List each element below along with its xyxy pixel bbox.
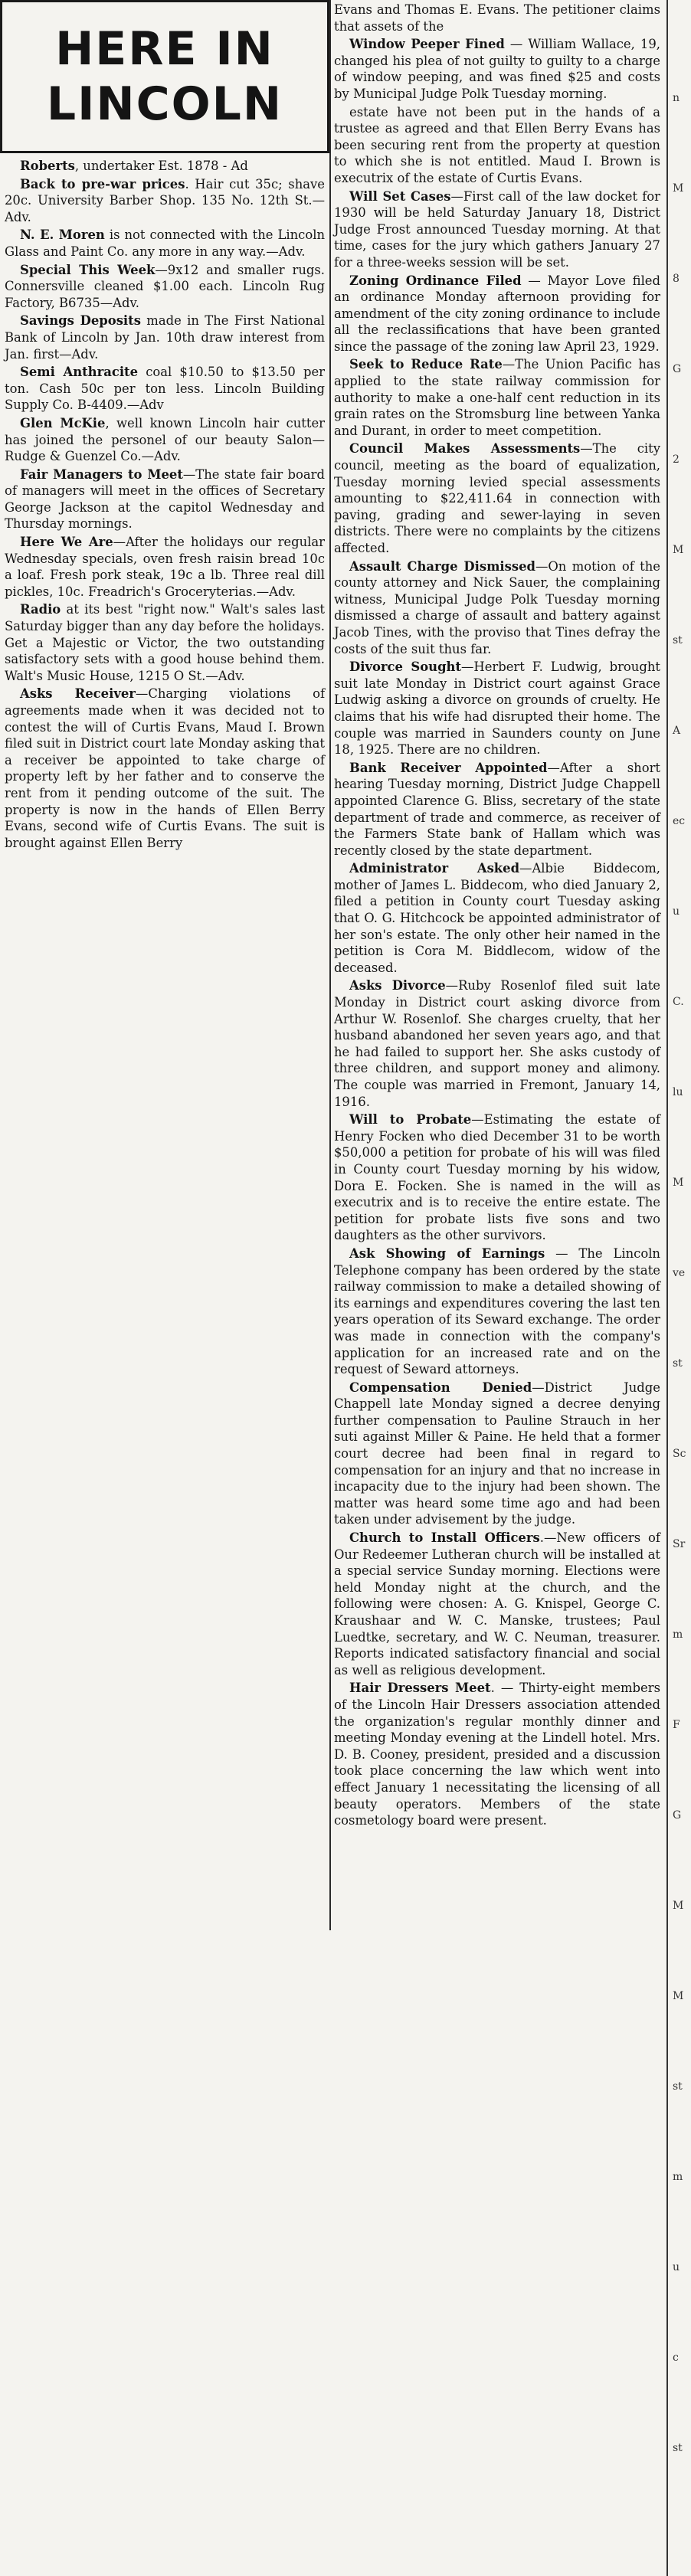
news-item [5, 158, 325, 175]
news-item [334, 1111, 660, 1244]
edge-fragment: st [673, 2442, 683, 2454]
news-item-headline: Will to Probate [349, 1112, 472, 1128]
news-item-body: —After a short hearing Tuesday morning, District Judge Chappell appointed Clarence G. Bliss, secretary of the state department of trade and commerce, as receiver of the Farmers State bank of Hallam which was recently closed by the state department. [334, 760, 660, 858]
news-item [334, 273, 660, 355]
edge-fragment: G [673, 1809, 682, 1822]
edge-fragment: st [673, 1357, 683, 1370]
news-item-body: estate have not been put in the hands of a trustee as agreed and that Ellen Berry Evans has been securing rent from the property at question to which she is not entitled. Maud I. Brown is executrix of the estate of Curtis Evans. [334, 104, 660, 185]
news-item-body: —The state fair board of managers will meet in the offices of Secretary George Jackson at the capitol Wednesday and Thursday mornings. [5, 466, 325, 532]
news-item [334, 2, 660, 34]
column-rule [329, 0, 331, 1930]
news-item-headline: Compensation Denied [349, 1380, 532, 1395]
news-item-headline: Seek to Reduce Rate [349, 357, 503, 372]
news-item [334, 1530, 660, 1678]
edge-fragment: G [673, 363, 682, 375]
edge-fragment: Sr [673, 1538, 686, 1550]
news-item [334, 440, 660, 556]
edge-fragment: M [673, 1990, 684, 2002]
news-item-body: — William Wallace, 19, changed his plea of not guilty to guilty to a charge of window peeping, and was fined $25 and costs by Municipal Judge Polk Tuesday morning. [334, 37, 660, 101]
news-item-headline: Administrator Asked [349, 861, 520, 876]
news-item-headline: Roberts [20, 159, 75, 173]
news-item-body: —First call of the law docket for 1930 will be held Saturday January 18, District Judge Frost announced Tuesday morning. At that time, cases for the jury which gathers January 27 for a three-weeks session will be set. [334, 188, 660, 270]
news-item-headline: Special This Week [20, 262, 156, 277]
edge-fragment: m [673, 2171, 683, 2183]
edge-fragment: u [673, 905, 680, 918]
news-item [5, 466, 325, 532]
news-item [334, 1380, 660, 1528]
news-item [5, 364, 325, 414]
edge-fragment: M [673, 544, 684, 556]
news-item-headline: Asks Receiver [20, 686, 136, 702]
edge-fragment: Sc [673, 1448, 686, 1460]
edge-fragment: m [673, 1628, 683, 1641]
news-item-headline: Ask Showing of Earnings [349, 1245, 545, 1261]
news-item-headline: Window Peeper Fined [349, 37, 505, 52]
edge-fragment: ve [673, 1267, 686, 1279]
news-item-body: —Charging violations of agreements made when it was decided not to contest the will of Curtis Evans, Maud I. Brown filed suit in District court late Monday asking that a receiver be appointed to take charge of property left by her father and to conserve the rent from it pending outcome of the suit. The property is now in the hands of Ellen Berry Evans, second wife of Curtis Evans. The suit is brought against Ellen Berry [5, 686, 326, 850]
news-item-headline: Back to pre-war prices [20, 176, 185, 191]
news-item-body: — The Lincoln Telephone company has been ordered by the state railway commission to make a detailed showing of its earnings and expenditures covering the last ten years operation of its Seward exchange. The order was made in connection with the company's application for an increased rate and on the request of Seward attorneys. [334, 1245, 660, 1377]
news-item [334, 760, 660, 859]
masthead-line-1: HERE IN [55, 22, 274, 76]
news-item [334, 188, 660, 271]
edge-fragment: C. [673, 996, 684, 1008]
edge-fragment: lu [673, 1086, 683, 1098]
edge-fragment: n [673, 92, 680, 104]
news-item [334, 1680, 660, 1828]
news-item [5, 313, 325, 362]
news-item-headline: Semi Anthracite [20, 365, 139, 380]
news-item-body: —On motion of the county attorney and Nick Sauer, the complaining witness, Municipal Judge Polk Tuesday morning dismissed a charge of assault and battery against Jacob Tines, with the proviso that Tines defray the costs of the suit thus far. [334, 558, 660, 656]
news-item-body: . Hair cut 35c; shave 20c. University Barber Shop. 135 No. 12th St.—Adv. [5, 176, 325, 224]
news-item-body: at its best "right now." Walt's sales last Saturday bigger than any day before the holidays. Get a Majestic or Victor, the two outstanding satisfactory sets with a good house behind them. Walt's Music House, 1215 O St.—Adv. [5, 602, 325, 683]
edge-fragment: u [673, 2261, 680, 2273]
news-item [334, 1245, 660, 1378]
masthead-here-in-lincoln [0, 0, 329, 153]
news-item-headline: Will Set Cases [349, 188, 451, 204]
news-item-body: coal $10.50 to $13.50 per ton. Cash 50c per ton less. Lincoln Building Supply Co. B-4409.—Adv [5, 365, 326, 413]
news-item-body: —District Judge Chappell late Monday signed a decree denying further compensation to Pauline Strauch in her suti against Miller & Paine. He held that a former court decree had been final in regard to compensation for an injury and that no increase in incapacity due to the injury had been shown. The matter was heard some time ago and had been taken under advisement by the judge. [334, 1380, 660, 1527]
news-item-body: Evans and Thomas E. Evans. The petitioner claims that assets of the [334, 2, 660, 34]
edge-fragment: A [673, 725, 681, 737]
edge-fragment: c [673, 2352, 679, 2364]
news-item [5, 262, 325, 312]
middle-column [334, 2, 660, 1831]
adjacent-column-edge [666, 0, 691, 2576]
news-item [334, 659, 660, 758]
news-item [334, 977, 660, 1110]
news-item-headline: Radio [20, 602, 61, 617]
news-item [334, 860, 660, 976]
news-item-body: .—New officers of Our Redeemer Lutheran church will be installed at a special service Sunday morning. Elections were held Monday night at the church, and the following were chosen: A. G. Knispel, George C. Kraushaar and W. C. Manske, trustees; Paul Luedtke, secretary, and W. C. Neuman, treasurer. Reports indicated satisfactory financial and social as well as religious development. [334, 1530, 660, 1678]
edge-fragment: st [673, 2080, 683, 2093]
edge-fragment: M [673, 1177, 684, 1189]
edge-fragment: st [673, 634, 683, 646]
news-item [334, 104, 660, 187]
news-item-headline: N. E. Moren [20, 227, 105, 243]
news-item-headline: Savings Deposits [20, 313, 141, 329]
news-item-headline: Fair Managers to Meet [20, 466, 183, 482]
news-item [5, 601, 325, 684]
news-item-headline: Bank Receiver Appointed [349, 760, 548, 775]
news-item-body: —Estimating the estate of Henry Focken who died December 31 to be worth $50,000 a petition for probate of his will was filed in County court Tuesday morning by his widow, Dora E. Focken. She is named in the will as executrix and is to receive the entire estate. The petition for probate lists five sons and two daughters as the other survivors. [334, 1112, 660, 1243]
news-item [5, 415, 325, 465]
news-item-body: is not connected with the Lincoln Glass and Paint Co. any more in any way.—Adv. [5, 227, 326, 259]
news-item-headline: Council Makes Assessments [349, 441, 581, 457]
news-item-headline: Hair Dressers Meet [349, 1681, 491, 1696]
news-item [334, 558, 660, 658]
news-item-headline: Divorce Sought [349, 660, 462, 675]
masthead-line-2: LINCOLN [46, 77, 283, 131]
news-item-body: —The city council, meeting as the board of equalization, Tuesday morning levied special assessments amounting to $22,411.64 in connection with paving, grading and sewer-laying in seven districts. There were no complaints by the citizens affected. [334, 441, 660, 555]
news-item-body: —Albie Biddecom, mother of James L. Biddecom, who died January 2, filed a petition in County court Tuesday asking that O. G. Hitchcock be appointed administrator of her son's estate. The only other heir named in the petition is Cora M. Biddlecom, widow of the deceased. [334, 861, 660, 975]
edge-fragment: ec [673, 815, 686, 827]
news-item-body: , undertaker Est. 1878 - Ad [74, 159, 248, 173]
news-item-headline: Church to Install Officers [349, 1530, 540, 1546]
news-item-body: , well known Lincoln hair cutter has joined the personel of our beauty Salon—Rudge & Guenzel Co.—Adv. [5, 415, 325, 464]
news-item [5, 176, 325, 226]
news-item-body: —Herbert F. Ludwig, brought suit late Monday in District court against Grace Ludwig asking a divorce on grounds of cruelty. He claims that his wife had disrupted their home. The couple was married in Saunders county on June 18, 1925. There are no children. [334, 660, 660, 758]
news-item-headline: Assault Charge Dismissed [349, 558, 535, 574]
news-item [334, 36, 660, 102]
news-item-headline: Zoning Ordinance Filed [349, 273, 522, 288]
news-item-body: —Ruby Rosenlof filed suit late Monday in District court asking divorce from Arthur W. Rosenlof. She charges cruelty, that her husband abandoned her seven years ago, and that he had failed to support her. She asks custody of three children, and support money and alimony. The couple was married in Fremont, January 14, 1916. [334, 978, 660, 1109]
news-item-headline: Glen McKie [20, 415, 106, 430]
news-item-headline: Here We Are [20, 535, 113, 550]
news-item [5, 227, 325, 260]
edge-fragment: 2 [673, 453, 680, 466]
edge-fragment: 8 [673, 273, 680, 285]
news-item [5, 686, 325, 851]
news-item-body: made in The First National Bank of Lincoln by Jan. 10th draw interest from Jan. first—Adv. [5, 313, 326, 362]
news-item-body: — Mayor Love filed an ordinance Monday afternoon providing for amendment of the city zoning ordinance to include all the reclassifications that have been granted since the passage of the zoning law April 23, 1929. [334, 273, 660, 354]
news-item-headline: Asks Divorce [349, 978, 446, 993]
news-item-body: . — Thirty-eight members of the Lincoln Hair Dressers association attended the organization's regular monthly dinner and meeting Monday evening at the Lindell hotel. Mrs. D. B. Cooney, president, presided and a discussion took place concerning the law which went into effect January 1 necessitating the licensing of all beauty operators. Members of the state cosmetology board were present. [334, 1681, 660, 1828]
news-item-body: —9x12 and smaller rugs. Connersville cleaned $1.00 each. Lincoln Rug Factory, B6735—Adv. [5, 262, 325, 310]
left-column [5, 158, 325, 853]
news-item-body: —After the holidays our regular Wednesday specials, oven fresh raisin bread 10c a loaf. Fresh pork steak, 19c a lb. Three real dill pickles, 10c. Freadrich's Groceryterias.—Adv. [5, 535, 325, 599]
edge-fragment: F [673, 1719, 680, 1731]
edge-fragment: M [673, 182, 684, 195]
news-item [334, 356, 660, 439]
news-item-body: —The Union Pacific has applied to the state railway commission for authority to make a one-half cent reduction in its grain rates on the Stromsburg line between Yanka and Durant, in order to meet competition. [334, 357, 660, 438]
edge-fragment: M [673, 1900, 684, 1912]
news-item [5, 534, 325, 600]
